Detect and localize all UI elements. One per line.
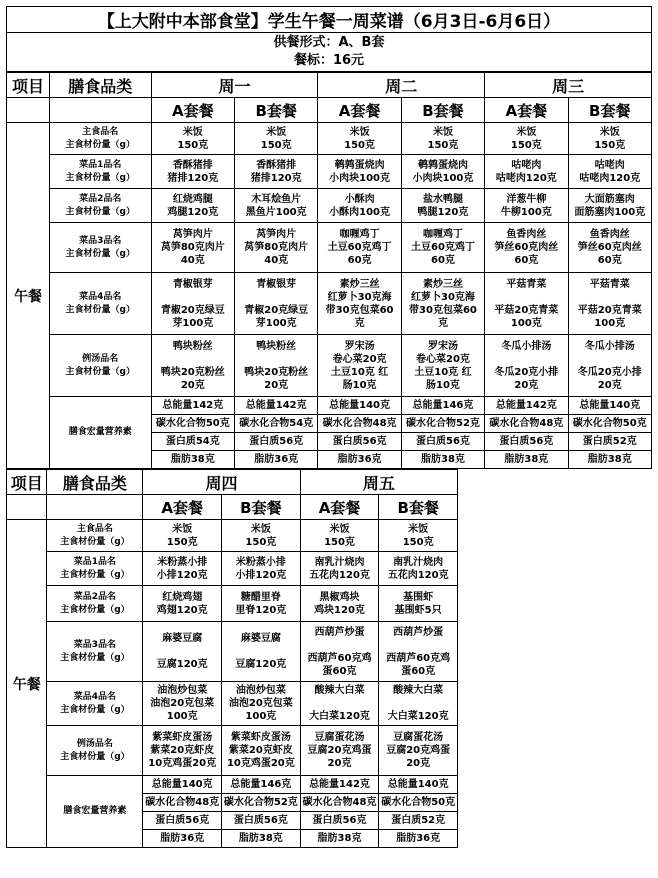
nutrition-cell: 脂肪38克 xyxy=(300,830,379,848)
dish-cell: 米粉蒸小排 小排120克 xyxy=(222,552,301,586)
dish-row xyxy=(7,273,652,335)
dish-cell: 南乳汁烧肉 五花肉120克 xyxy=(300,552,379,586)
category-amount: 主食材份量（g） xyxy=(60,704,130,715)
set-b-header: B套餐 xyxy=(235,98,318,123)
dish-cell: 莴笋肉片 莴笋80克肉片 40克 xyxy=(235,223,318,273)
nutrition-cell: 脂肪36克 xyxy=(143,830,222,848)
nutrition-cell: 脂肪36克 xyxy=(235,451,318,469)
nutrition-cell: 碳水化合物50克 xyxy=(151,415,234,433)
nutrition-cell: 碳水化合物48克 xyxy=(143,794,222,812)
dish-cell: 鱼香肉丝 笋丝60克肉丝 60克 xyxy=(485,223,568,273)
day-header: 周五 xyxy=(300,470,457,495)
serving-form: 供餐形式：A、B套 xyxy=(273,35,385,50)
category-name: 例汤品名 xyxy=(76,738,113,749)
dish-cell: 米饭 150克 xyxy=(379,520,458,552)
menu-page xyxy=(6,6,652,848)
category-amount: 主食材份量（g） xyxy=(60,569,130,580)
dish-cell: 红烧鸡腿 鸡腿120克 xyxy=(151,189,234,223)
category-name: 菜品1品名 xyxy=(73,556,117,567)
dish-cell: 米饭 150克 xyxy=(318,123,401,155)
dish-cell: 青椒银芽 青椒20克绿豆 芽100克 xyxy=(151,273,234,335)
dish-cell: 红烧鸡翅 鸡翅120克 xyxy=(143,586,222,622)
dish-cell: 麻婆豆腐 豆腐120克 xyxy=(222,622,301,682)
dish-cell: 米饭 150克 xyxy=(300,520,379,552)
dish-cell: 米饭 150克 xyxy=(143,520,222,552)
day-header: 周二 xyxy=(318,73,485,98)
dish-cell: 油泡炒包菜 油泡20克包菜 100克 xyxy=(222,682,301,726)
dish-row xyxy=(7,586,458,622)
category-cell xyxy=(49,189,151,223)
category-cell xyxy=(49,273,151,335)
dish-cell: 咖喱鸡丁 土豆60克鸡丁 60克 xyxy=(318,223,401,273)
dish-row xyxy=(7,335,652,397)
page-title: 【上大附中本部食堂】学生午餐一周菜谱（6月3日-6月6日） xyxy=(7,7,652,33)
header-table xyxy=(6,6,652,72)
category-name: 菜品4品名 xyxy=(73,691,117,702)
lunch-label: 午餐 xyxy=(7,520,47,848)
dish-cell: 南乳汁烧肉 五花肉120克 xyxy=(379,552,458,586)
nutrition-cell: 碳水化合物50克 xyxy=(379,794,458,812)
set-a-header: A套餐 xyxy=(143,495,222,520)
set-b-header: B套餐 xyxy=(401,98,484,123)
category-amount: 主食材份量（g） xyxy=(65,206,135,217)
set-b-header: B套餐 xyxy=(568,98,651,123)
category-amount: 主食材份量（g） xyxy=(60,652,130,663)
dish-row xyxy=(7,726,458,776)
dish-cell: 酸辣大白菜 大白菜120克 xyxy=(300,682,379,726)
project-header: 项目 xyxy=(7,470,47,495)
dish-cell: 糖醋里脊 里脊120克 xyxy=(222,586,301,622)
category-cell xyxy=(49,223,151,273)
meal-price: 餐标：16元 xyxy=(293,53,365,68)
nutrition-cell: 脂肪36克 xyxy=(318,451,401,469)
day-header: 周三 xyxy=(485,73,652,98)
dish-cell: 基围虾 基围虾5只 xyxy=(379,586,458,622)
dish-cell: 香酥猪排 猪排120克 xyxy=(151,155,234,189)
dish-row xyxy=(7,682,458,726)
dish-row xyxy=(7,520,458,552)
nutrition-cell: 碳水化合物50克 xyxy=(568,415,651,433)
dish-cell: 油泡炒包菜 油泡20克包菜 100克 xyxy=(143,682,222,726)
serving-info xyxy=(7,33,652,72)
nutrition-cell: 总能量142克 xyxy=(485,397,568,415)
category-amount: 主食材份量（g） xyxy=(60,604,130,615)
category-amount: 主食材份量（g） xyxy=(60,536,130,547)
dish-cell: 米粉蒸小排 小排120克 xyxy=(143,552,222,586)
nutrition-cell: 蛋白质56克 xyxy=(222,812,301,830)
category-name: 菜品2品名 xyxy=(73,591,117,602)
dish-row xyxy=(7,223,652,273)
dish-cell: 酸辣大白菜 大白菜120克 xyxy=(379,682,458,726)
nutrition-cell: 蛋白质56克 xyxy=(485,433,568,451)
category-name: 菜品3品名 xyxy=(73,639,117,650)
day-header: 周四 xyxy=(143,470,300,495)
category-name: 菜品2品名 xyxy=(79,193,122,204)
category-cell xyxy=(49,123,151,155)
dish-cell: 冬瓜小排汤 冬瓜20克小排 20克 xyxy=(485,335,568,397)
nutrition-cell: 碳水化合物48克 xyxy=(485,415,568,433)
nutrition-cell: 总能量140克 xyxy=(379,776,458,794)
dish-cell: 盐水鸭腿 鸭腿120克 xyxy=(401,189,484,223)
nutrition-cell: 总能量140克 xyxy=(318,397,401,415)
empty-cell xyxy=(49,98,151,123)
dish-cell: 青椒银芽 青椒20克绿豆 芽100克 xyxy=(235,273,318,335)
nutrition-cell: 总能量140克 xyxy=(568,397,651,415)
nutrition-cell: 蛋白质54克 xyxy=(151,433,234,451)
nutrition-cell: 脂肪38克 xyxy=(568,451,651,469)
nutrition-label: 膳食宏量营养素 xyxy=(49,397,151,469)
category-cell xyxy=(49,155,151,189)
nutrition-cell: 总能量142克 xyxy=(300,776,379,794)
dish-row xyxy=(7,622,458,682)
dish-cell: 紫菜虾皮蛋汤 紫菜20克虾皮 10克鸡蛋20克 xyxy=(222,726,301,776)
dish-cell: 米饭 150克 xyxy=(151,123,234,155)
category-cell xyxy=(47,586,143,622)
dish-cell: 米饭 150克 xyxy=(401,123,484,155)
dish-cell: 平菇青菜 平菇20克青菜 100克 xyxy=(485,273,568,335)
nutrition-cell: 蛋白质56克 xyxy=(235,433,318,451)
set-a-header: A套餐 xyxy=(151,98,234,123)
set-a-header: A套餐 xyxy=(318,98,401,123)
category-cell xyxy=(47,682,143,726)
dish-cell: 素炒三丝 红萝卜30克海 带30克包菜60 克 xyxy=(318,273,401,335)
nutrition-cell: 总能量142克 xyxy=(151,397,234,415)
dish-cell: 平菇青菜 平菇20克青菜 100克 xyxy=(568,273,651,335)
nutrition-cell: 碳水化合物52克 xyxy=(401,415,484,433)
project-header: 项目 xyxy=(7,73,50,98)
empty-cell xyxy=(7,98,50,123)
dish-cell: 米饭 150克 xyxy=(568,123,651,155)
category-amount: 主食材份量（g） xyxy=(65,248,135,259)
category-header: 膳食品类 xyxy=(47,470,143,495)
nutrition-cell: 脂肪38克 xyxy=(151,451,234,469)
dish-cell: 莴笋肉片 莴笋80克肉片 40克 xyxy=(151,223,234,273)
set-b-header: B套餐 xyxy=(379,495,458,520)
category-amount: 主食材份量（g） xyxy=(65,304,135,315)
nutrition-cell: 总能量140克 xyxy=(143,776,222,794)
nutrition-cell: 脂肪38克 xyxy=(485,451,568,469)
dish-cell: 咕咾肉 咕咾肉120克 xyxy=(485,155,568,189)
nutrition-cell: 蛋白质56克 xyxy=(401,433,484,451)
empty-cell xyxy=(7,495,47,520)
nutrition-cell: 蛋白质56克 xyxy=(318,433,401,451)
set-a-header: A套餐 xyxy=(485,98,568,123)
week2-menu-table xyxy=(6,469,458,848)
nutrition-cell: 蛋白质56克 xyxy=(143,812,222,830)
category-name: 主食品名 xyxy=(82,126,119,137)
nutrition-cell: 脂肪38克 xyxy=(401,451,484,469)
dish-row xyxy=(7,189,652,223)
dish-cell: 鹌鹑蛋烧肉 小肉块100克 xyxy=(318,155,401,189)
dish-cell: 素炒三丝 红萝卜30克海 带30克包菜60 克 xyxy=(401,273,484,335)
lunch-label: 午餐 xyxy=(7,123,50,469)
category-cell xyxy=(47,726,143,776)
dish-cell: 米饭 150克 xyxy=(235,123,318,155)
dish-cell: 小酥肉 小酥肉100克 xyxy=(318,189,401,223)
category-name: 菜品3品名 xyxy=(79,235,122,246)
category-name: 菜品4品名 xyxy=(79,291,122,302)
category-cell xyxy=(49,335,151,397)
dish-cell: 冬瓜小排汤 冬瓜20克小排 20克 xyxy=(568,335,651,397)
nutrition-cell: 碳水化合物54克 xyxy=(235,415,318,433)
dish-row xyxy=(7,155,652,189)
dish-cell: 香酥猪排 猪排120克 xyxy=(235,155,318,189)
nutrition-cell: 脂肪36克 xyxy=(379,830,458,848)
category-cell xyxy=(47,520,143,552)
dish-cell: 鹌鹑蛋烧肉 小肉块100克 xyxy=(401,155,484,189)
nutrition-cell: 碳水化合物48克 xyxy=(318,415,401,433)
dish-cell: 鸭块粉丝 鸭块20克粉丝 20克 xyxy=(235,335,318,397)
dish-cell: 豆腐蛋花汤 豆腐20克鸡蛋 20克 xyxy=(300,726,379,776)
category-amount: 主食材份量（g） xyxy=(60,751,130,762)
nutrition-cell: 总能量146克 xyxy=(401,397,484,415)
category-cell xyxy=(47,622,143,682)
nutrition-cell: 总能量146克 xyxy=(222,776,301,794)
nutrition-cell: 脂肪38克 xyxy=(222,830,301,848)
category-amount: 主食材份量（g） xyxy=(65,172,135,183)
dish-cell: 咖喱鸡丁 土豆60克鸡丁 60克 xyxy=(401,223,484,273)
set-b-header: B套餐 xyxy=(222,495,301,520)
nutrition-cell: 碳水化合物48克 xyxy=(300,794,379,812)
nutrition-cell: 蛋白质52克 xyxy=(379,812,458,830)
dish-cell: 洋葱牛柳 牛柳100克 xyxy=(485,189,568,223)
dish-cell: 咕咾肉 咕咾肉120克 xyxy=(568,155,651,189)
category-amount: 主食材份量（g） xyxy=(65,366,135,377)
dish-cell: 罗宋汤 卷心菜20克 土豆10克 红 肠10克 xyxy=(318,335,401,397)
dish-cell: 紫菜虾皮蛋汤 紫菜20克虾皮 10克鸡蛋20克 xyxy=(143,726,222,776)
dish-cell: 鱼香肉丝 笋丝60克肉丝 60克 xyxy=(568,223,651,273)
dish-cell: 西葫芦炒蛋 西葫芦60克鸡 蛋60克 xyxy=(379,622,458,682)
dish-cell: 豆腐蛋花汤 豆腐20克鸡蛋 20克 xyxy=(379,726,458,776)
dish-cell: 大面筋塞肉 面筋塞肉100克 xyxy=(568,189,651,223)
category-name: 例汤品名 xyxy=(82,353,119,364)
dish-row xyxy=(7,552,458,586)
set-a-header: A套餐 xyxy=(300,495,379,520)
dish-cell: 麻婆豆腐 豆腐120克 xyxy=(143,622,222,682)
dish-cell: 鸭块粉丝 鸭块20克粉丝 20克 xyxy=(151,335,234,397)
nutrition-cell: 蛋白质52克 xyxy=(568,433,651,451)
empty-cell xyxy=(47,495,143,520)
dish-cell: 罗宋汤 卷心菜20克 土豆10克 红 肠10克 xyxy=(401,335,484,397)
category-amount: 主食材份量（g） xyxy=(65,139,135,150)
day-header: 周一 xyxy=(151,73,318,98)
dish-cell: 米饭 150克 xyxy=(485,123,568,155)
week1-menu-table xyxy=(6,72,652,469)
dish-cell: 西葫芦炒蛋 西葫芦60克鸡 蛋60克 xyxy=(300,622,379,682)
dish-cell: 木耳烩鱼片 黑鱼片100克 xyxy=(235,189,318,223)
nutrition-label: 膳食宏量营养素 xyxy=(47,776,143,848)
nutrition-cell: 蛋白质56克 xyxy=(300,812,379,830)
dish-cell: 黑椒鸡块 鸡块120克 xyxy=(300,586,379,622)
category-cell xyxy=(47,552,143,586)
dish-cell: 米饭 150克 xyxy=(222,520,301,552)
nutrition-cell: 碳水化合物52克 xyxy=(222,794,301,812)
nutrition-cell: 总能量142克 xyxy=(235,397,318,415)
category-header: 膳食品类 xyxy=(49,73,151,98)
dish-row xyxy=(7,123,652,155)
category-name: 主食品名 xyxy=(76,523,113,534)
category-name: 菜品1品名 xyxy=(79,159,122,170)
